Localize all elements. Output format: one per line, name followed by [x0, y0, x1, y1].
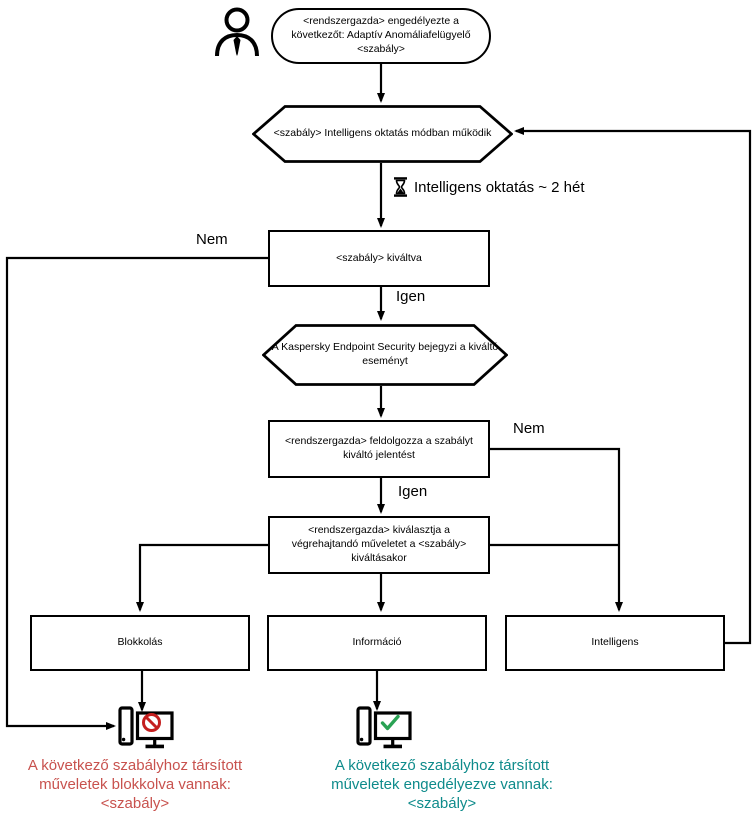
edge-label-rule-yes: Igen [396, 288, 426, 305]
node-training-mode-label: <szabály> Intelligens oktatás módban működik [273, 127, 492, 140]
node-action-selected [268, 516, 490, 574]
node-action-block [30, 615, 250, 671]
edge-label-report-no: Nem [513, 420, 545, 437]
node-rule-triggered [268, 230, 490, 287]
computer-blocked-icon [118, 706, 174, 752]
hourglass-icon [393, 177, 408, 197]
edge-label-rule-no: Nem [196, 231, 228, 248]
node-action-smart-label: Intelligens [591, 636, 639, 649]
computer-allowed-icon [356, 706, 412, 752]
training-duration [393, 177, 585, 197]
person-icon [213, 5, 261, 57]
node-report-processed [268, 420, 490, 478]
edge-smart-loop-to-training [516, 131, 750, 643]
edge-action-to-block [140, 545, 268, 610]
node-action-selected-label: <rendszergazda> kiválasztja a végrehajtandó műveletet a <szabály> kiváltásakor [291, 524, 467, 564]
node-start-label: <rendszergazda> engedélyezte a következőt: Adaptív Anomáliafelügyelő <szabály> [291, 15, 471, 55]
node-report-processed-label: <rendszergazda> feldolgozza a szabályt kiváltó jelentést [285, 435, 473, 461]
node-action-block-label: Blokkolás [117, 636, 163, 649]
node-rule-triggered-label: <szabály> kiváltva [336, 251, 422, 264]
node-action-inform [267, 615, 487, 671]
node-event-logged [262, 324, 508, 386]
outcome-allowed-text: A következő szabályhoz társított műveletek engedélyezve vannak: <szabály> [331, 757, 553, 812]
edge-report-no-to-smart [490, 449, 619, 610]
edge-label-report-yes: Igen [398, 483, 428, 500]
node-action-inform-label: Információ [352, 636, 402, 649]
node-start [271, 8, 491, 64]
node-event-logged-label: A Kaspersky Endpoint Security bejegyzi a kiváltó eseményt [271, 341, 499, 367]
training-duration-label: Intelligens oktatás ~ 2 hét [414, 178, 585, 196]
outcome-blocked-text: A következő szabályhoz társított műveletek blokkolva vannak: <szabály> [27, 757, 243, 812]
node-training-mode [252, 105, 513, 163]
node-action-smart [505, 615, 725, 671]
